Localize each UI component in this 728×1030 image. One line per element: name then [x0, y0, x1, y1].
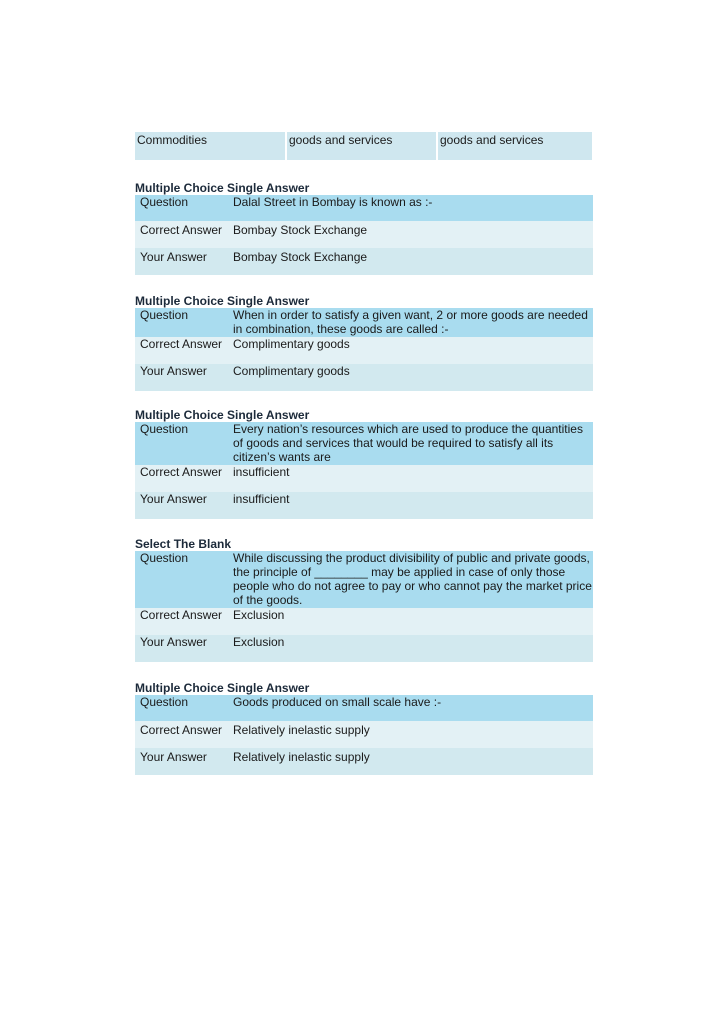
correct-answer-text: Exclusion	[233, 608, 285, 622]
your-answer-row	[135, 492, 593, 519]
question-type: Multiple Choice Single Answer	[135, 294, 310, 308]
correct-answer-row	[135, 221, 593, 248]
your-answer-text: Exclusion	[233, 635, 285, 649]
question-text: Goods produced on small scale have :-	[233, 695, 442, 709]
question-block	[135, 538, 593, 662]
correct-answer-label: Correct Answer	[140, 465, 223, 479]
your-answer-label: Your Answer	[140, 364, 207, 378]
correct-answer-text: Relatively inelastic supply	[233, 723, 370, 737]
question-block	[135, 682, 593, 775]
your-answer-label: Your Answer	[140, 250, 207, 264]
question-block	[135, 182, 593, 275]
blank-cell	[436, 148, 592, 160]
top-cell-correct: goods and services	[285, 132, 436, 148]
top-table-row	[135, 132, 592, 148]
your-answer-row	[135, 248, 593, 275]
top-cell-yours: goods and services	[436, 132, 592, 148]
correct-answer-text: insufficient	[233, 465, 290, 479]
your-answer-text: Complimentary goods	[233, 364, 350, 378]
question-row	[135, 551, 593, 608]
question-label: Question	[140, 195, 189, 209]
top-table-row-blank	[135, 148, 592, 160]
correct-answer-text: Complimentary goods	[233, 337, 350, 351]
correct-answer-row	[135, 608, 593, 635]
your-answer-text: Relatively inelastic supply	[233, 750, 370, 764]
question-text: Dalal Street in Bombay is known as :-	[233, 195, 433, 209]
question-row	[135, 308, 593, 337]
question-text: When in order to satisfy a given want, 2 or more goods are needed in combination, these goods are called :-	[233, 308, 588, 336]
correct-answer-row	[135, 337, 593, 364]
your-answer-text: Bombay Stock Exchange	[233, 250, 368, 264]
question-type: Multiple Choice Single Answer	[135, 681, 310, 695]
blank-cell	[285, 148, 436, 160]
correct-answer-row	[135, 721, 593, 748]
question-type: Select The Blank	[135, 537, 232, 551]
your-answer-row	[135, 635, 593, 662]
question-row	[135, 422, 593, 465]
your-answer-text: insufficient	[233, 492, 290, 506]
your-answer-row	[135, 364, 593, 391]
your-answer-label: Your Answer	[140, 492, 207, 506]
question-row	[135, 695, 593, 721]
correct-answer-text: Bombay Stock Exchange	[233, 223, 368, 237]
question-text: While discussing the product divisibility of public and private goods, the principle of ________ may be applied in case of only those people who do not agree to pay or who cannot pay the market price of the goods.	[233, 551, 592, 607]
correct-answer-label: Correct Answer	[140, 723, 223, 737]
question-type: Multiple Choice Single Answer	[135, 181, 310, 195]
question-text: Every nation’s resources which are used to produce the quantities of goods and services that would be required to satisfy all its citizen’s wants are	[233, 422, 583, 464]
correct-answer-label: Correct Answer	[140, 223, 223, 237]
question-type: Multiple Choice Single Answer	[135, 408, 310, 422]
question-label: Question	[140, 695, 189, 709]
question-label: Question	[140, 308, 189, 322]
your-answer-row	[135, 748, 593, 775]
your-answer-label: Your Answer	[140, 750, 207, 764]
question-block	[135, 295, 593, 391]
your-answer-label: Your Answer	[140, 635, 207, 649]
question-block	[135, 409, 593, 519]
correct-answer-label: Correct Answer	[140, 337, 223, 351]
blank-cell	[135, 148, 285, 160]
top-answer-table	[135, 132, 592, 160]
correct-answer-row	[135, 465, 593, 492]
correct-answer-label: Correct Answer	[140, 608, 223, 622]
question-label: Question	[140, 422, 189, 436]
question-label: Question	[140, 551, 189, 565]
question-row	[135, 195, 593, 221]
top-cell-commodities: Commodities	[137, 133, 208, 147]
